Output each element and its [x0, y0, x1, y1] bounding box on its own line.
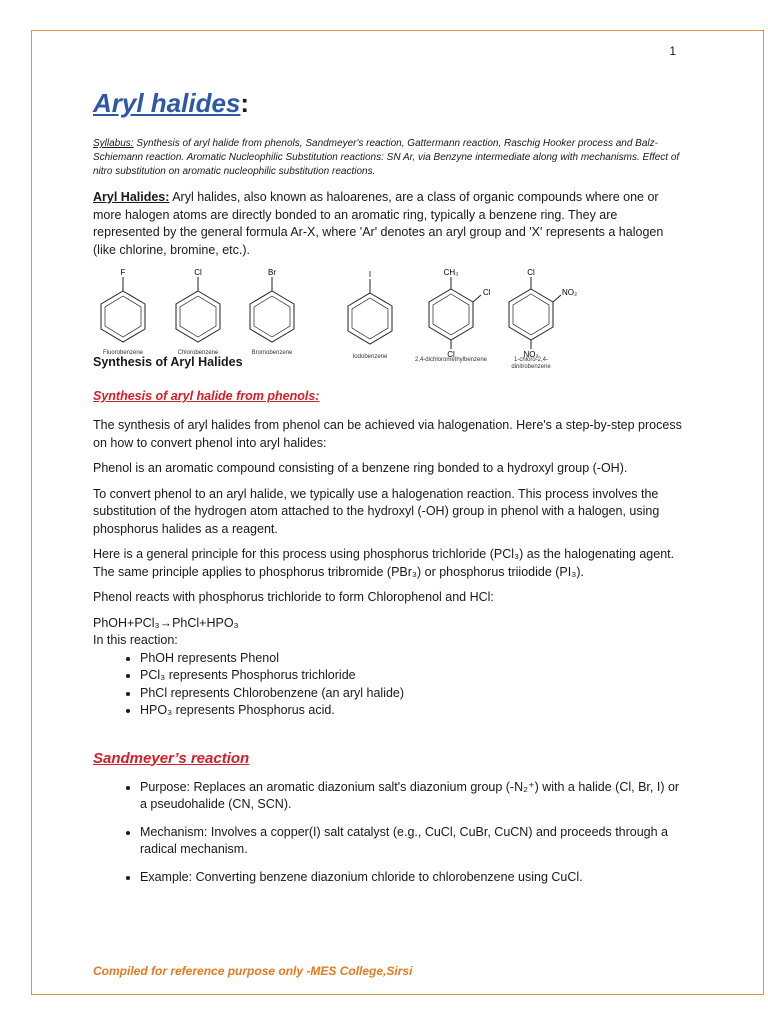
structure-caption: Fluorobenzene: [102, 350, 144, 356]
list-item: • Mechanism: Involves a copper(I) salt catalyst (e.g., CuCl, CuBr, CuCN) and proceeds through a radical mechanism.: [140, 824, 683, 859]
substituent-label: Cl: [194, 268, 202, 277]
paragraph-5: Phenol reacts with phosphorus trichloride to form Chlorophenol and HCl:: [93, 590, 494, 604]
reaction-equation: PhOH+PCl₃→PhCl+HPO₃: [93, 615, 239, 630]
structure-dichloromethylbenzene: [414, 267, 491, 364]
substituent-label: NO₂: [562, 288, 578, 297]
benzene-ring-icon: [421, 267, 491, 359]
footer-note: Compiled for reference purpose only -MES College,Sirsi: [93, 964, 413, 978]
sandmeyer-list: [93, 779, 683, 887]
substituent-label: NO₂: [523, 350, 539, 359]
list-item: • Purpose: Replaces an aromatic diazonium salt's diazonium group (-N₂⁺) with a halide (Cl, Br, I) or a pseudohalide (CN, SCN).: [140, 779, 683, 814]
synthesis-heading: Synthesis of Aryl Halides: [93, 355, 243, 369]
paragraph-2: Phenol is an aromatic compound consisting of a benzene ring bonded to a hydroxyl group (-OH).: [93, 461, 628, 475]
document-body: [93, 88, 683, 896]
substituent-label: Cl: [483, 288, 491, 297]
benzene-ring-icon: [340, 267, 400, 347]
list-item: • PhOH represents Phenol: [140, 650, 683, 668]
list-item: • HPO₃ represents Phosphorus acid.: [140, 702, 683, 720]
syllabus-label: Syllabus:: [93, 138, 134, 149]
substituent-label: I: [368, 270, 372, 279]
benzene-ring-icon: [505, 267, 585, 359]
title-text: Aryl halides: [93, 88, 241, 118]
paragraph-1: The synthesis of aryl halides from phenol can be achieved via halogenation. Here's a step-by-step process on how to convert phenol into aryl halides:: [93, 418, 682, 450]
structure-caption: Bromobenzene: [251, 350, 293, 356]
list-item: • Example: Converting benzene diazonium chloride to chlorobenzene using CuCl.: [140, 869, 683, 887]
structure-figures: [93, 267, 683, 371]
page-title: [93, 88, 683, 119]
title-colon: :: [240, 88, 250, 118]
in-this-reaction: In this reaction:: [93, 633, 178, 647]
substituent-label: Cl: [447, 350, 455, 359]
syllabus: [93, 137, 683, 179]
reaction-items-list: [93, 650, 683, 720]
list-item: • PhCl represents Chlorobenzene (an aryl halide): [140, 685, 683, 703]
substituent-label: F: [120, 268, 126, 277]
list-item: • PCl₃ represents Phosphorus trichloride: [140, 667, 683, 685]
paragraph-3: To convert phenol to an aryl halide, we typically use a halogenation reaction. This process involves the substitution of the hydrogen atom attached to the hydroxyl (-OH) group in phenol with a halogen, using phosphorus halides as a reagent.: [93, 486, 660, 536]
syllabus-text: Synthesis of aryl halide from phenols, Sandmeyer's reaction, Gattermann reaction, Raschig Hooker process and Balz-Schiemann reaction. Aromatic Nucleophilic Substitution reactions: SN Ar, via Benzyne intermediate along with mechanisms. Effect of nitro substitution on aromatic nucleophilic substitution reactions.: [93, 138, 680, 177]
structure-chlorodinitrobenzene: [505, 267, 585, 370]
benzene-ring-icon: [168, 267, 228, 347]
structure-bromobenzene: [242, 267, 302, 356]
substituent-label: Cl: [527, 268, 535, 277]
benzene-ring-icon: [93, 267, 153, 347]
substituent-label: Br: [268, 268, 276, 277]
sandmeyer-heading: Sandmeyer’s reaction: [93, 749, 250, 767]
intro-paragraph: [93, 189, 683, 259]
benzene-ring-icon: [242, 267, 302, 347]
intro-term: Aryl Halides:: [93, 190, 170, 204]
structure-caption: Chlorobenzene: [177, 350, 219, 356]
paragraph-4: Here is a general principle for this process using phosphorus trichloride (PCl₃) as the halogenating agent. The same principle applies to phosphorus tribromide (PBr₃) or phosphorus triiodide (PI₃).: [93, 547, 675, 579]
phenols-heading: Synthesis of aryl halide from phenols:: [93, 389, 320, 403]
page-number: 1: [669, 44, 676, 58]
structure-caption: 1-chloro-2,4-dinitrobenzene: [511, 357, 551, 370]
structure-chlorobenzene: [168, 267, 228, 356]
structure-caption: 2,4-dichloromethylbenzene: [414, 357, 488, 363]
structure-fluorobenzene: [93, 267, 153, 356]
structure-caption: Iodobenzene: [352, 354, 388, 360]
intro-text: Aryl halides, also known as haloarenes, are a class of organic compounds where one or more halogen atoms are directly bonded to an aromatic ring, typically a benzene ring. They are represented by the general formula Ar-X, where 'Ar' denotes an aryl group and 'X' represents a halogen (like chlorine, bromine, etc.).: [93, 190, 664, 257]
substituent-label: CH₃: [443, 268, 459, 277]
structure-iodobenzene: [340, 267, 400, 360]
